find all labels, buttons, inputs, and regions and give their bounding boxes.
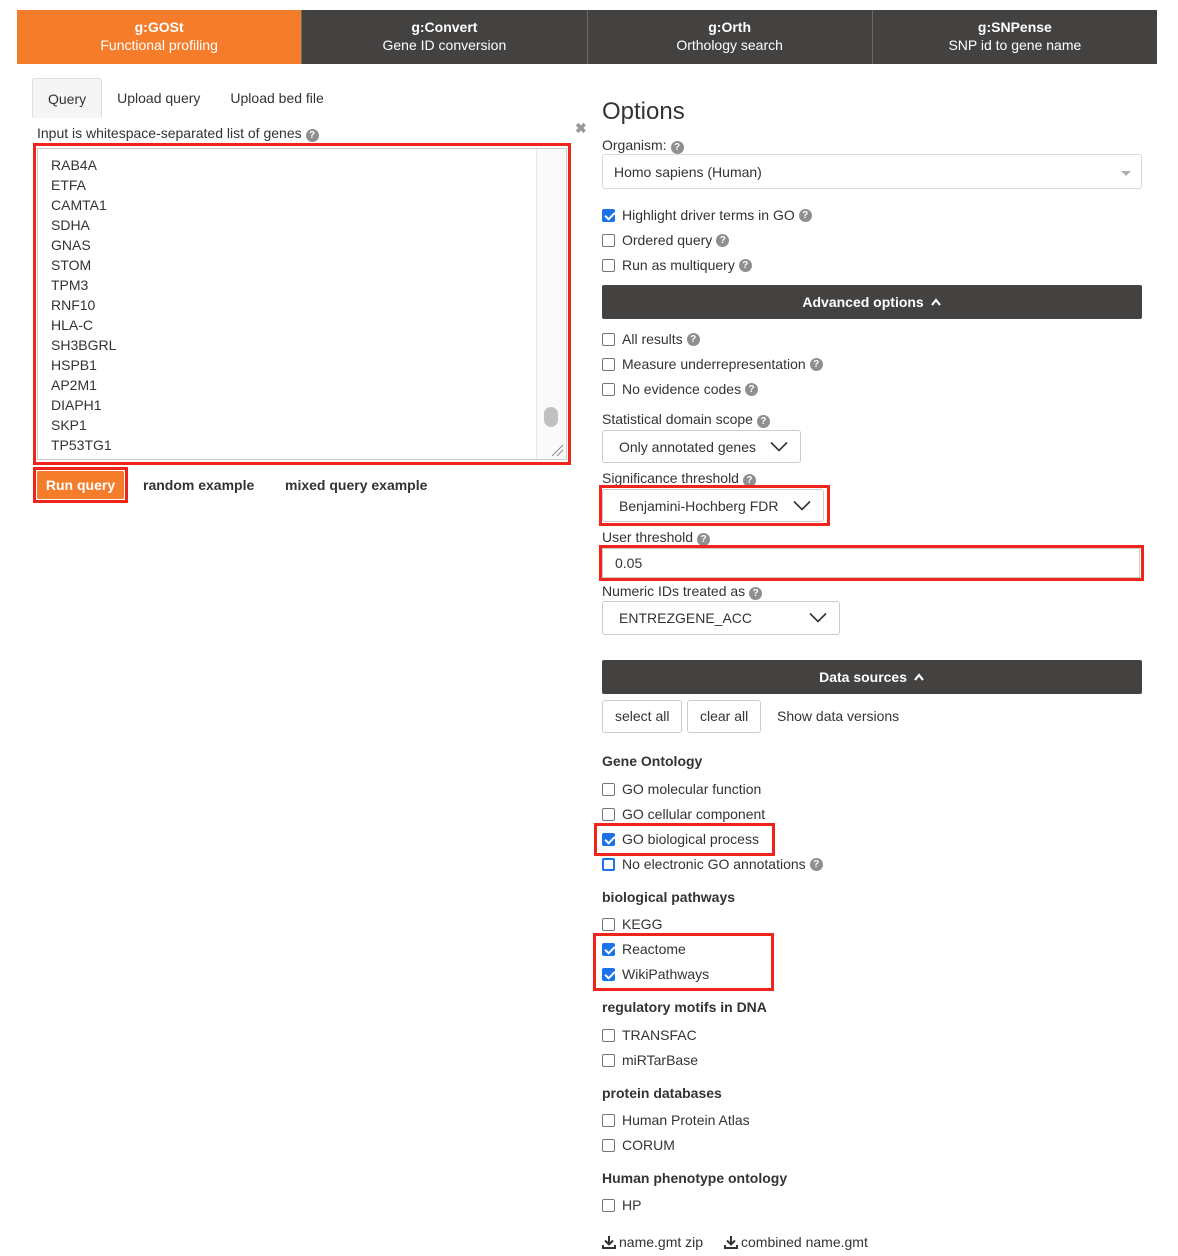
checkbox-icon[interactable]: [602, 918, 615, 931]
underrepresentation-label: Measure underrepresentation: [622, 356, 806, 372]
corum-checkbox[interactable]: [602, 1136, 675, 1154]
gene-line: CAMTA1: [51, 197, 107, 213]
tab-upload-query[interactable]: Upload query: [117, 90, 201, 106]
help-icon[interactable]: ?: [799, 209, 812, 222]
gene-line: TP53TG1: [51, 437, 112, 453]
corum-label: CORUM: [622, 1137, 675, 1153]
scrollbar[interactable]: [536, 149, 566, 459]
user-threshold-label-text: User threshold: [602, 529, 694, 545]
gene-line: DIAPH1: [51, 397, 102, 413]
download-gmt-zip-link[interactable]: [602, 1234, 703, 1250]
significance-value: Benjamini-Hochberg FDR: [619, 497, 779, 514]
numeric-ids-label-text: Numeric IDs treated as: [602, 583, 746, 599]
query-input-label: [37, 125, 319, 142]
significance-label: [602, 470, 756, 487]
kegg-checkbox[interactable]: [602, 915, 662, 933]
mirtarbase-checkbox[interactable]: [602, 1051, 698, 1069]
tab-gost[interactable]: [17, 10, 302, 64]
organism-label-text: Organism:: [602, 137, 667, 153]
checkbox-icon[interactable]: [602, 234, 615, 247]
show-data-versions-link[interactable]: Show data versions: [777, 708, 900, 724]
gene-line: RAB4A: [51, 157, 97, 173]
download-gmt-zip-label: name.gmt zip: [619, 1234, 704, 1250]
download-icon: [724, 1235, 738, 1249]
checkbox-checked-icon[interactable]: [602, 833, 615, 846]
numeric-ids-label: [602, 583, 762, 600]
chevron-up-icon: [913, 672, 925, 682]
help-icon[interactable]: ?: [671, 141, 684, 154]
transfac-label: TRANSFAC: [622, 1027, 697, 1043]
gene-line: GNAS: [51, 237, 91, 253]
scrollbar-thumb[interactable]: [544, 407, 558, 427]
tab-query[interactable]: Query: [32, 78, 102, 118]
highlight-driver-label: Highlight driver terms in GO: [622, 207, 795, 223]
data-sources-label: Data sources: [819, 669, 908, 685]
hp-label: HP: [622, 1197, 642, 1213]
no-electronic-go-label: No electronic GO annotations: [622, 856, 806, 872]
resize-handle-icon[interactable]: [550, 443, 564, 457]
tab-convert[interactable]: [302, 10, 587, 64]
no-evidence-codes-checkbox[interactable]: [602, 380, 758, 398]
go-mf-label: GO molecular function: [622, 781, 762, 797]
top-nav: [17, 10, 1157, 64]
gene-line: TPM3: [51, 277, 89, 293]
help-icon[interactable]: ?: [306, 129, 319, 142]
checkbox-checked-icon[interactable]: [602, 943, 615, 956]
random-example-button[interactable]: random example: [143, 477, 255, 493]
checkbox-icon[interactable]: [602, 259, 615, 272]
tab-snpense-subtitle: SNP id to gene name: [948, 37, 1082, 53]
domain-scope-value: Only annotated genes: [619, 438, 756, 455]
help-icon[interactable]: ?: [716, 234, 729, 247]
mirtarbase-label: miRTarBase: [622, 1052, 698, 1068]
advanced-options-label: Advanced options: [802, 294, 924, 310]
tab-gost-title: g:GOSt: [134, 19, 184, 35]
query-input-label-text: Input is whitespace-separated list of genes: [37, 125, 302, 141]
download-combined-gmt-label: combined name.gmt: [741, 1234, 868, 1250]
underrepresentation-checkbox[interactable]: [602, 355, 823, 373]
checkbox-icon[interactable]: [602, 1029, 615, 1042]
go-bp-label: GO biological process: [622, 831, 759, 847]
go-cc-checkbox[interactable]: [602, 805, 765, 823]
ordered-query-checkbox[interactable]: [602, 231, 729, 249]
data-sources-toggle[interactable]: [602, 660, 1142, 694]
checkbox-icon[interactable]: [602, 858, 615, 871]
gene-line: STOM: [51, 257, 92, 273]
advanced-options-toggle[interactable]: [602, 285, 1142, 319]
caret-down-icon: [1121, 171, 1131, 176]
no-evidence-codes-label: No evidence codes: [622, 381, 742, 397]
reactome-checkbox[interactable]: [602, 940, 686, 958]
gene-list-textarea[interactable]: [37, 148, 567, 460]
tab-orth-subtitle: Orthology search: [676, 37, 783, 53]
options-title: Options: [602, 98, 685, 125]
checkbox-icon[interactable]: [602, 383, 615, 396]
organism-value: Homo sapiens (Human): [614, 163, 762, 180]
help-icon[interactable]: ?: [749, 587, 762, 600]
gene-line: RNF10: [51, 297, 96, 313]
gene-line: SH3BGRL: [51, 337, 117, 353]
chevron-down-icon: [793, 500, 811, 511]
numeric-ids-value: ENTREZGENE_ACC: [619, 610, 753, 626]
clear-all-button[interactable]: clear all: [687, 700, 761, 733]
help-icon[interactable]: ?: [697, 533, 710, 546]
gene-ontology-header: Gene Ontology: [602, 753, 703, 769]
regulatory-motifs-header: regulatory motifs in DNA: [602, 999, 767, 1015]
reactome-label: Reactome: [622, 941, 686, 957]
ordered-query-label: Ordered query: [622, 232, 713, 248]
download-icon: [602, 1235, 616, 1249]
wikipathways-label: WikiPathways: [622, 966, 710, 982]
help-icon[interactable]: ?: [810, 858, 823, 871]
multiquery-checkbox[interactable]: [602, 256, 752, 274]
run-query-button[interactable]: Run query: [37, 471, 124, 499]
tab-snpense[interactable]: [873, 10, 1157, 64]
human-phenotype-header: Human phenotype ontology: [602, 1170, 788, 1186]
hpa-label: Human Protein Atlas: [622, 1112, 750, 1128]
multiquery-label: Run as multiquery: [622, 257, 735, 273]
checkbox-checked-icon[interactable]: [602, 968, 615, 981]
tab-convert-subtitle: Gene ID conversion: [382, 37, 507, 53]
gene-line: SKP1: [51, 417, 87, 433]
checkbox-icon[interactable]: [602, 1199, 615, 1212]
tab-upload-bed[interactable]: Upload bed file: [230, 90, 324, 106]
hpa-checkbox[interactable]: [602, 1111, 750, 1129]
checkbox-icon[interactable]: [602, 783, 615, 796]
all-results-label: All results: [622, 331, 683, 347]
numeric-ids-select[interactable]: [602, 601, 840, 635]
protein-databases-header: protein databases: [602, 1085, 722, 1101]
checkbox-icon[interactable]: [602, 333, 615, 346]
highlight-driver-checkbox[interactable]: [602, 206, 812, 224]
kegg-label: KEGG: [622, 916, 663, 932]
all-results-checkbox[interactable]: [602, 330, 700, 348]
gene-list: [51, 155, 116, 455]
mixed-query-example-button[interactable]: mixed query example: [285, 477, 428, 493]
domain-scope-label: [602, 411, 770, 428]
transfac-checkbox[interactable]: [602, 1026, 697, 1044]
user-threshold-label: [602, 529, 710, 546]
hp-checkbox[interactable]: [602, 1196, 641, 1214]
go-bp-checkbox[interactable]: [602, 830, 759, 848]
organism-select[interactable]: [602, 154, 1142, 189]
help-icon[interactable]: ?: [810, 358, 823, 371]
checkbox-icon[interactable]: [602, 808, 615, 821]
domain-scope-select[interactable]: [602, 430, 801, 463]
gene-line: AP2M1: [51, 377, 97, 393]
go-cc-label: GO cellular component: [622, 806, 766, 822]
chevron-up-icon: [930, 297, 942, 307]
clear-icon[interactable]: ✖: [575, 120, 587, 136]
go-mf-checkbox[interactable]: [602, 780, 761, 798]
wikipathways-checkbox[interactable]: [602, 965, 709, 983]
query-tabs: [32, 78, 339, 118]
checkbox-icon[interactable]: [602, 1139, 615, 1152]
significance-select[interactable]: [602, 489, 824, 522]
chevron-down-icon: [809, 613, 827, 624]
help-icon[interactable]: ?: [745, 383, 758, 396]
no-electronic-go-checkbox[interactable]: [602, 855, 823, 873]
download-combined-gmt-link[interactable]: [724, 1234, 868, 1250]
select-all-button[interactable]: select all: [602, 700, 682, 733]
checkbox-icon[interactable]: [602, 358, 615, 371]
user-threshold-input[interactable]: 0.05: [602, 548, 1140, 578]
biological-pathways-header: biological pathways: [602, 889, 736, 905]
gene-line: SDHA: [51, 217, 90, 233]
help-icon[interactable]: ?: [743, 474, 756, 487]
gene-line: ETFA: [51, 177, 87, 193]
domain-scope-label-text: Statistical domain scope: [602, 411, 753, 427]
organism-label: [602, 137, 684, 154]
checkbox-icon[interactable]: [602, 1054, 615, 1067]
help-icon[interactable]: ?: [757, 415, 770, 428]
tab-orth-title: g:Orth: [708, 19, 751, 35]
significance-label-text: Significance threshold: [602, 470, 739, 486]
tab-snpense-title: g:SNPense: [977, 19, 1052, 35]
tab-gost-subtitle: Functional profiling: [100, 37, 218, 53]
help-icon[interactable]: ?: [739, 259, 752, 272]
tab-orth[interactable]: [588, 10, 873, 64]
tab-convert-title: g:Convert: [411, 19, 478, 35]
chevron-down-icon: [770, 441, 788, 452]
help-icon[interactable]: ?: [687, 333, 700, 346]
checkbox-checked-icon[interactable]: [602, 209, 615, 222]
gene-line: HLA-C: [51, 317, 94, 333]
checkbox-icon[interactable]: [602, 1114, 615, 1127]
gene-line: HSPB1: [51, 357, 97, 373]
